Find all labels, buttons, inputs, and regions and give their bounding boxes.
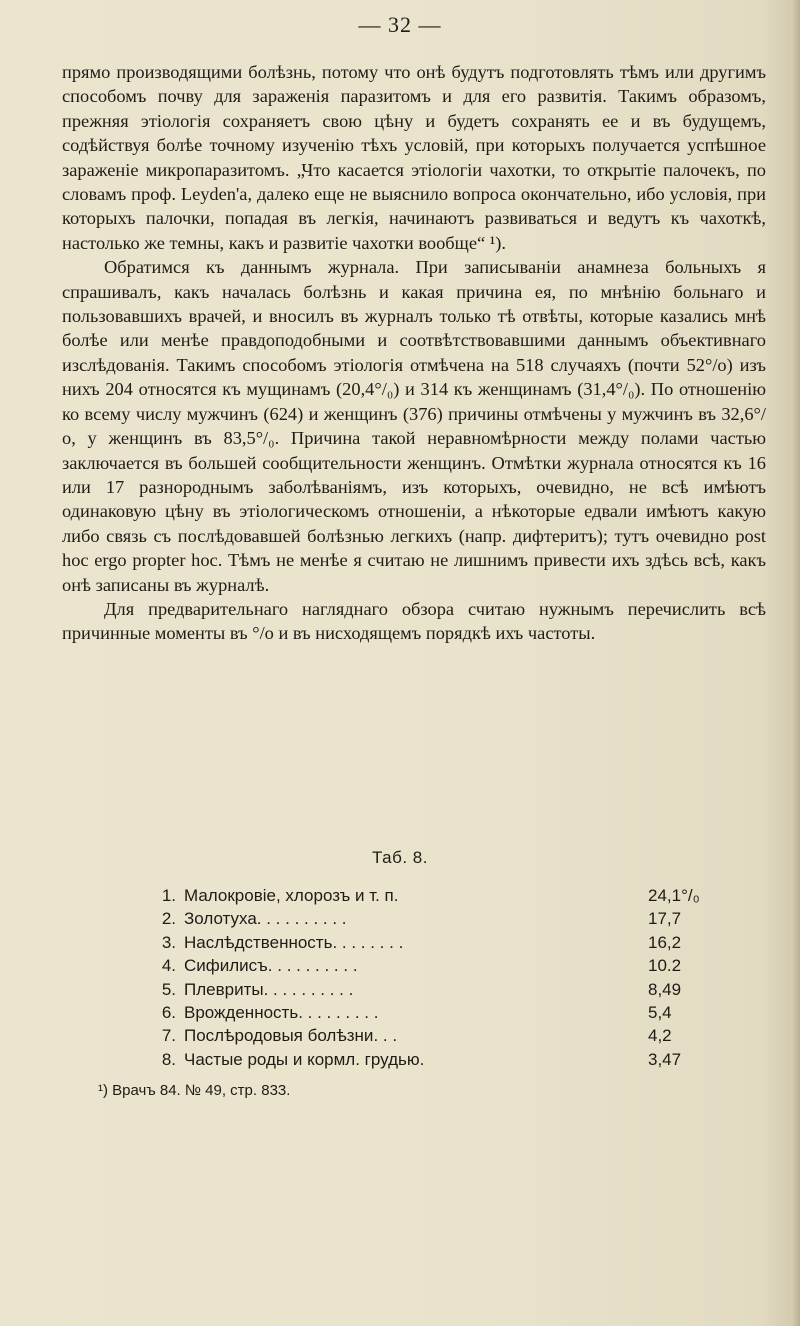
row-label: Плевриты [184, 979, 264, 999]
row-leader: . . . . . . . . [332, 932, 404, 952]
row-label: Наслѣдственность [184, 932, 333, 952]
row-number: 4. [161, 956, 176, 976]
table-row [152, 884, 712, 907]
row-number: 6. [161, 1003, 176, 1023]
row-label: Малокровіе, хлорозъ и т. п. [184, 886, 399, 905]
paragraph: Для предварительнаго нагляднаго обзора считаю нужнымъ перечислить всѣ причинные моменты въ °/о и въ нисходящемъ порядкѣ ихъ частоты. [62, 598, 766, 644]
table-row [152, 1001, 712, 1024]
paragraph: Обратимся къ даннымъ журнала. При записываніи анамнеза больныхъ я спрашивалъ, какъ началась болѣзнь и какая причина ея, по мнѣнію больнаго и пользовавшихъ врачей, и вносилъ въ журналъ только тѣ отвѣты, которые казались мнѣ болѣе или менѣе правдоподобными и соотвѣтствовавшими даннымъ объективнаго изслѣдованія. Такимъ способомъ этіологія отмѣчена на 518 случаяхъ (почти 52°/о) изъ нихъ 204 относятся къ мущинамъ (20,4°/₀) и 314 къ женщинамъ (31,4°/₀). По отношенію ко всему числу мужчинъ (624) и женщинъ (376) причины отмѣчены у мужчинъ въ 32,6°/о, у женщинъ въ 83,5°/₀. Причина такой неравномѣрности между полами частью заключается въ большей сообщительности женщинъ. Отмѣтки журнала относятся къ 16 или 17 разнороднымъ заболѣваніямъ, изъ которыхъ, очевидно, не всѣ имѣютъ одинаковую цѣну въ этіологическомъ отношеніи, а нѣкоторые едвали имѣютъ какую либо связь съ послѣдовавшей болѣзнью легкихъ (напр. дифтеритъ); тутъ очевидно post hoc ergo propter hoc. Тѣмъ не менѣе я считаю не лишнимъ привести ихъ здѣсь всѣ, какъ онѣ записаны въ журналѣ. [62, 257, 766, 595]
row-leader [398, 884, 644, 907]
row-value: 4,2 [648, 1026, 672, 1046]
table-row [152, 1048, 712, 1071]
row-value: 10.2 [648, 956, 682, 976]
row-value: 3,47 [648, 1049, 682, 1069]
row-label: Послѣродовыя болѣзни [184, 1026, 374, 1046]
table-row [152, 931, 712, 954]
row-value: 16,2 [648, 932, 682, 952]
footnote: ¹) Врачъ 84. № 49, стр. 833. [98, 1082, 291, 1099]
row-label: Частые роды и кормл. грудью [184, 1049, 420, 1069]
table-row [152, 907, 712, 930]
row-leader: . [419, 1049, 425, 1069]
table-title: Таб. 8. [372, 848, 428, 867]
row-leader: . . . . . . . . . . [267, 956, 358, 976]
row-value: 8,49 [648, 979, 682, 999]
cause-table [152, 884, 712, 1071]
page-edge [791, 0, 800, 1326]
page-number: — 32 — [358, 12, 442, 37]
row-label: Золотуха [184, 909, 257, 929]
row-value: 24,1°/₀ [648, 886, 700, 905]
paragraph: прямо производящими болѣзнь, потому что онѣ будутъ подготовлять тѣмъ или другимъ способомъ почву для зараженія паразитомъ и для его развитія. Такимъ образомъ, прежняя этіологія сохраняетъ свою цѣну и будетъ сохранять ее и въ будущемъ, содѣйствуя болѣе точному изученію тѣхъ условій, при которыхъ получается успѣшное зараженіе микропаразитомъ. „Что касается этіологіи чахотки, то открытіе палочекъ, по словамъ проф. Leyden'а, далеко еще не выяснило вопроса окончательно, ибо условія, при которыхъ палочки, попадая въ легкія, начинаютъ развиваться и ведутъ къ чахоткѣ, настолько же темны, какъ и развитіе чахотки вообще“ ¹). [62, 62, 766, 253]
row-leader: . . . . . . . . . [298, 1003, 379, 1023]
row-number: 7. [161, 1026, 176, 1046]
row-leader: . . . [373, 1026, 398, 1046]
row-number: 2. [161, 909, 176, 929]
row-value: 17,7 [648, 909, 682, 929]
row-label: Врожденность [184, 1003, 299, 1023]
row-number: 8. [161, 1049, 176, 1069]
row-number: 1. [161, 886, 176, 905]
row-leader: . . . . . . . . . . [256, 909, 347, 929]
table-row [152, 978, 712, 1001]
table-row [152, 954, 712, 977]
row-number: 3. [161, 932, 176, 952]
row-value: 5,4 [648, 1003, 672, 1023]
table-row [152, 1024, 712, 1047]
row-label: Сифилисъ [184, 956, 268, 976]
row-leader: . . . . . . . . . . [263, 979, 354, 999]
row-number: 5. [161, 979, 176, 999]
body-text [62, 60, 766, 646]
